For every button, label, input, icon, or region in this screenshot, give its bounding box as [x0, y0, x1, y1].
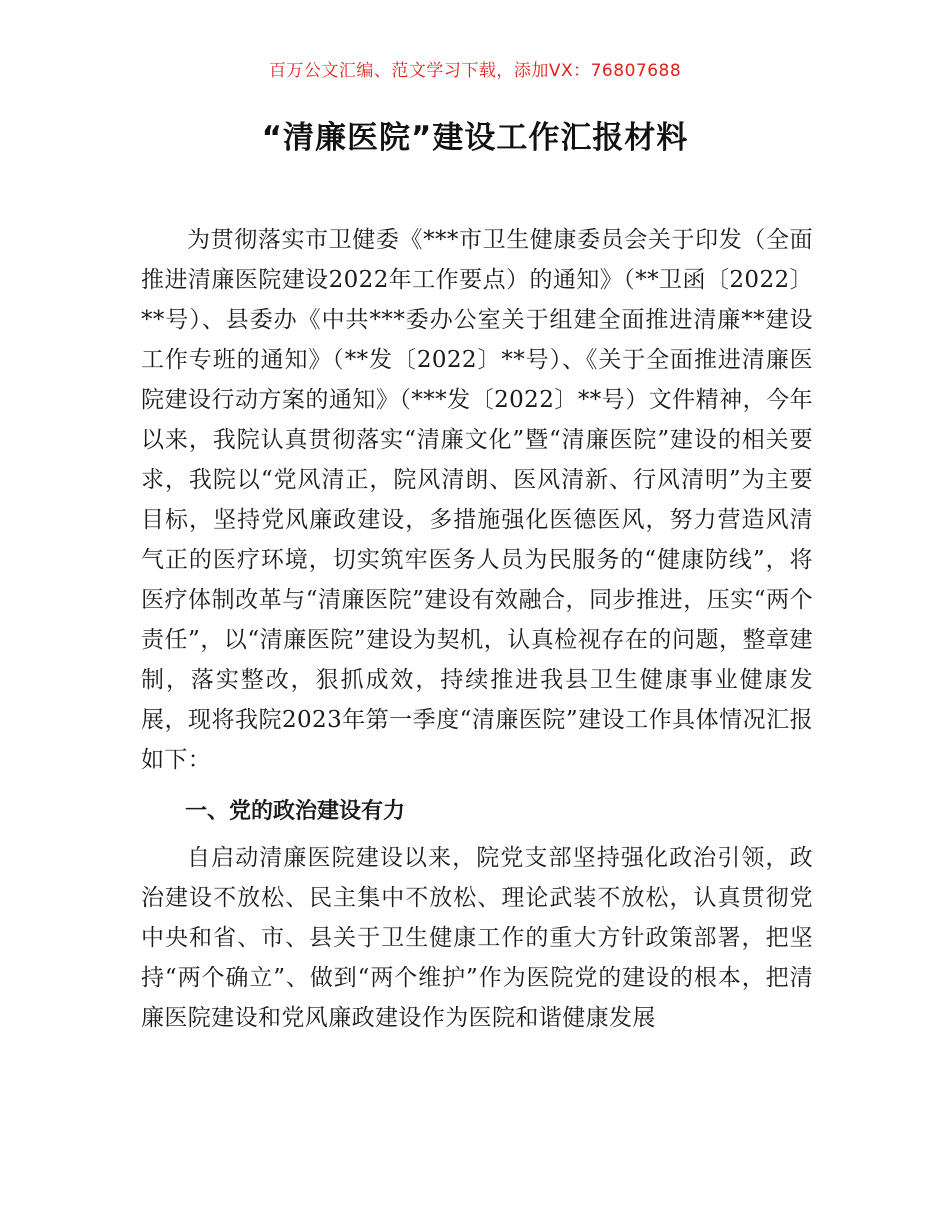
header-note: 百万公文汇编、范文学习下载，添加VX：76807688	[268, 61, 682, 81]
document-body	[141, 220, 813, 1038]
intro-paragraph: 为贯彻落实市卫健委《***市卫生健康委员会关于印发（全面推进清廉医院建设2022年工作要点）的通知》（**卫函〔2022〕**号）、县委办《中共***委办公室关于组建全面推进清廉**建设工作专班的通知》（**发〔2022〕**号）、《关于全面推进清廉医院建设行动方案的通知》（***发〔2022〕**号）文件精神，今年以来，我院认真贯彻落实“清廉文化”暨“清廉医院”建设的相关要求，我院以“党风清正，院风清朗、医风清新、行风清明”为主要目标，坚持党风廉政建设，多措施强化医德医风，努力营造风清气正的医疗环境，切实筑牢医务人员为民服务的“健康防线”，将医疗体制改革与“清廉医院”建设有效融合，同步推进，压实“两个责任”，以“清廉医院”建设为契机，认真检视存在的问题，整章建制，落实整改，狠抓成效，持续推进我县卫生健康事业健康发展，现将我院2023年第一季度“清廉医院”建设工作具体情况汇报如下：	[141, 227, 813, 773]
section-paragraph: 自启动清廉医院建设以来，院党支部坚持强化政治引领，政治建设不放松、民主集中不放松、理论武装不放松，认真贯彻党中央和省、市、县关于卫生健康工作的重大方针政策部署，把坚持“两个确立”、做到“两个维护”作为医院党的建设的根本，把清廉医院建设和党风廉政建设作为医院和谐健康发展	[141, 845, 813, 1031]
section-heading: 一、党的政治建设有力	[185, 799, 406, 824]
document-title: “清廉医院”建设工作汇报材料	[261, 120, 689, 156]
